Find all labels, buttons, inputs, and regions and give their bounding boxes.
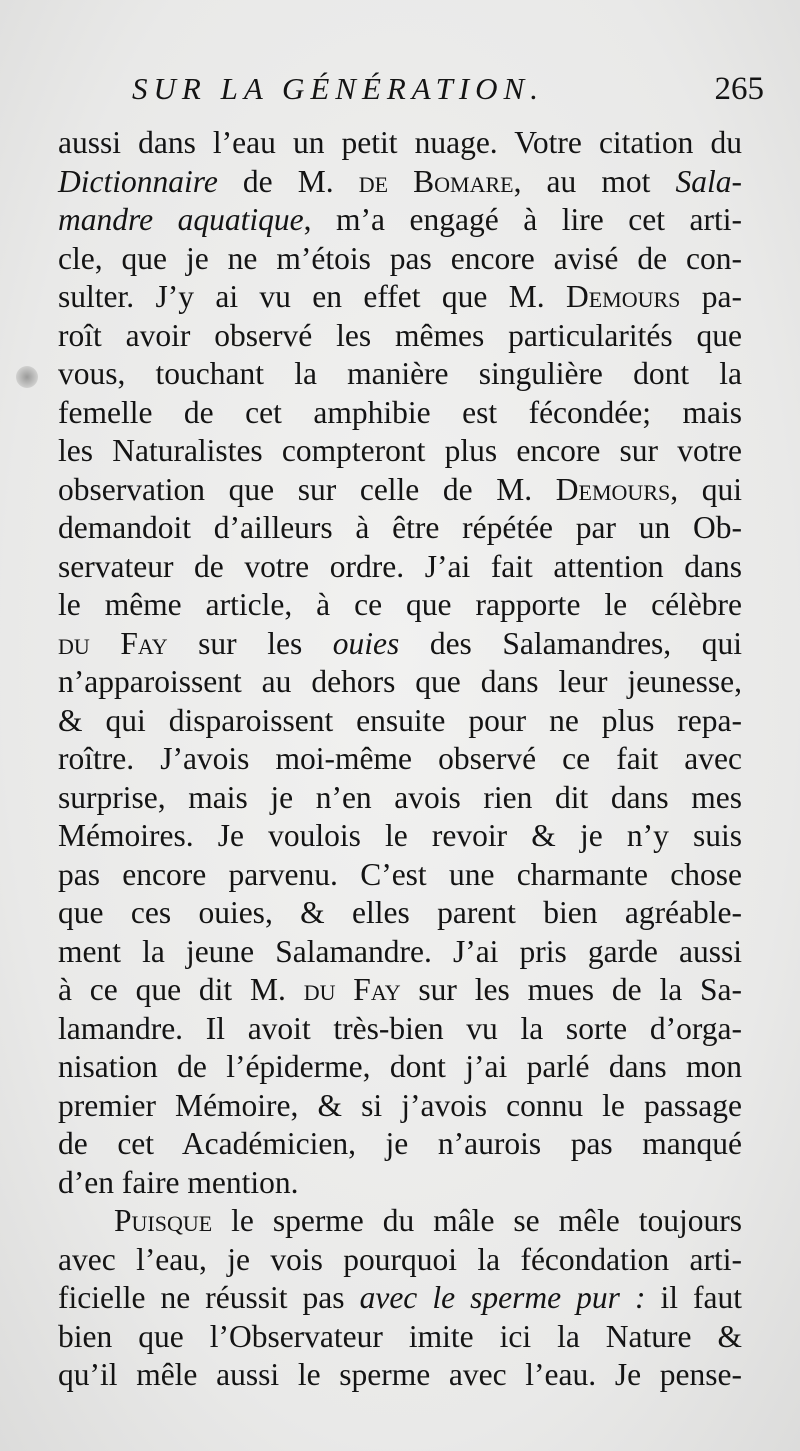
page-number: 265 [714, 71, 764, 107]
text-segment: Mémoires. Je voulois le revoir & je n’y suis [58, 818, 742, 853]
text-line [58, 201, 742, 240]
text-segment: il faut [645, 1280, 743, 1315]
text-line [58, 1087, 742, 1126]
text-segment: sur les [167, 625, 333, 661]
text-segment: qu’il mêle aussi le sperme avec l’eau. Je pense- [58, 1357, 742, 1392]
text-segment: demandoit d’ailleurs à être répétée par un Ob- [58, 510, 742, 545]
text-segment: pas encore parvenu. C’est une charmante chose [58, 856, 742, 892]
text-line [58, 971, 742, 1010]
italic-text: Dictionnaire [58, 163, 218, 199]
body-text [58, 124, 742, 1395]
text-line [58, 702, 742, 741]
text-segment: & qui disparoissent ensuite pour ne plus repa- [58, 702, 742, 738]
italic-text: Sala- [675, 163, 742, 199]
text-segment: vous, touchant la manière singulière dont la [58, 356, 742, 391]
text-segment: que ces ouies, & elles parent bien agréable- [58, 895, 742, 930]
text-line [58, 894, 742, 933]
text-line [58, 586, 742, 625]
text-line [58, 124, 742, 163]
text-segment: aussi dans l’eau un petit nuage. Votre citation du [58, 125, 742, 160]
text-segment: le même article, à ce que rapporte le célèbre [58, 587, 742, 622]
text-line [58, 163, 742, 202]
text-segment: servateur de votre ordre. J’ai fait attention dans [58, 548, 742, 584]
text-line [58, 278, 742, 317]
text-segment: le sperme du mâle se mêle toujours [212, 1203, 742, 1238]
text-segment: roître. J’avois moi-même observé ce fait avec [58, 741, 742, 776]
small-caps-name: Puisque [114, 1203, 213, 1238]
text-line [58, 394, 742, 433]
italic-text: mandre aquatique [58, 202, 304, 237]
text-line [58, 509, 742, 548]
text-line [58, 355, 742, 394]
text-segment: , m’a engagé à lire cet arti- [303, 202, 742, 237]
text-line [58, 817, 742, 856]
text-line [58, 1356, 742, 1395]
text-segment: de cet Académicien, je n’aurois pas manqué [58, 1126, 742, 1161]
text-segment: n’apparoissent au dehors que dans leur jeunesse, [58, 664, 742, 699]
text-segment: les Naturalistes compteront plus encore sur votre [58, 433, 742, 468]
text-segment: de M. [217, 163, 359, 199]
text-line [58, 779, 742, 818]
small-caps-name: Demours [555, 471, 671, 507]
text-segment: d’en faire mention. [58, 1164, 299, 1200]
text-segment: lamandre. Il avoit très-bien vu la sorte d’orga- [58, 1010, 742, 1046]
text-line [58, 1241, 742, 1280]
running-head: SUR LA GÉNÉRATION. [132, 71, 544, 106]
page-header [132, 66, 772, 112]
text-line [58, 432, 742, 471]
text-segment: bien que l’Observateur imite ici la Nature & [58, 1318, 742, 1354]
italic-text: ouies [332, 625, 400, 661]
text-segment: premier Mémoire, & si j’avois connu le passage [58, 1087, 742, 1123]
text-segment: sur les mues de la Sa- [400, 972, 742, 1007]
text-segment: avec l’eau, je vois pourquoi la fécondation arti- [58, 1241, 742, 1277]
text-segment: cle, que je ne m’étois pas encore avisé de con- [58, 240, 742, 276]
small-caps-name: du Fay [58, 625, 168, 661]
text-line [58, 625, 742, 664]
text-segment: à ce que dit M. [58, 972, 304, 1007]
text-line [58, 1125, 742, 1164]
text-segment: ment la jeune Salamandre. J’ai pris garde aussi [58, 933, 742, 969]
text-segment: pa- [680, 279, 742, 314]
text-segment: des Salamandres, qui [399, 625, 742, 661]
text-segment: sulter. J’y ai vu en effet que M. [58, 279, 566, 314]
text-segment: surprise, mais je n’en avois rien dit dans mes [58, 779, 742, 815]
text-line [58, 1318, 742, 1357]
text-segment: , au mot [513, 163, 676, 199]
italic-text: avec le sperme pur : [359, 1280, 646, 1315]
text-line [58, 1279, 742, 1318]
text-segment: femelle de cet amphibie est fécondée; mais [58, 394, 742, 430]
small-caps-name: de Bomare [358, 163, 514, 199]
text-line [58, 317, 742, 356]
text-line [58, 1010, 742, 1049]
text-segment: roît avoir observé les mêmes particularités que [58, 317, 742, 353]
text-line [58, 240, 742, 279]
text-line [58, 663, 742, 702]
text-line [58, 933, 742, 972]
text-segment: , qui [670, 471, 742, 507]
text-line [58, 1202, 742, 1241]
text-line [58, 740, 742, 779]
text-line [58, 856, 742, 895]
text-segment: nisation de l’épiderme, dont j’ai parlé dans mon [58, 1049, 742, 1084]
text-segment: observation que sur celle de M. [58, 471, 556, 507]
small-caps-name: Demours [565, 279, 681, 314]
text-line [58, 1164, 742, 1203]
text-segment: ficielle ne réussit pas [58, 1280, 360, 1315]
small-caps-name: du Fay [303, 972, 401, 1007]
text-line [58, 471, 742, 510]
ink-smudge [16, 366, 38, 388]
text-line [58, 548, 742, 587]
text-line [58, 1048, 742, 1087]
